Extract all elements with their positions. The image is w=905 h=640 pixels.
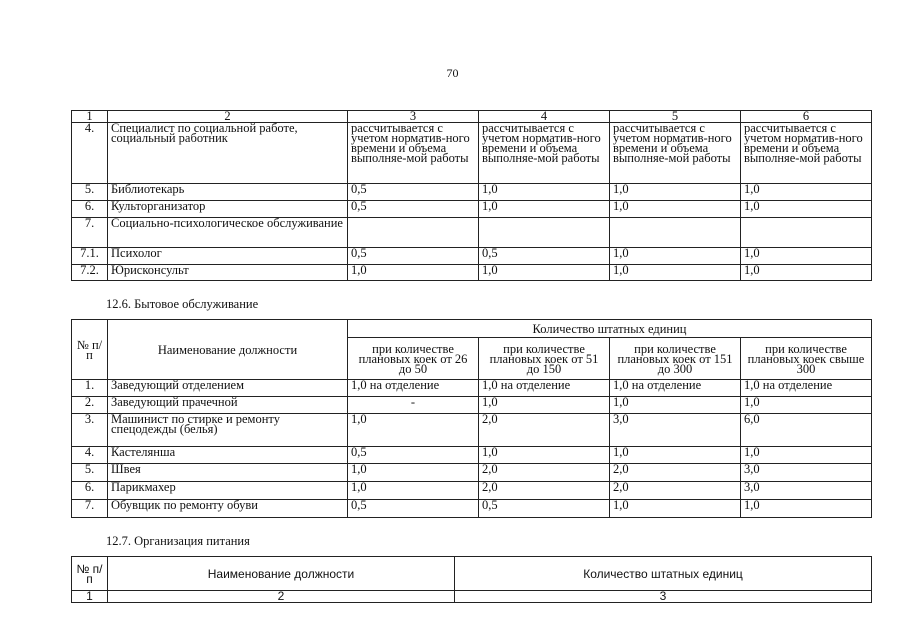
header-cell: 1 [72,111,108,123]
header-cell: 1 [72,591,108,603]
value-cell: рассчитывается с учетом норматив-ного времени и объема выполняе-мой работы [610,123,741,184]
position-name: Библиотекарь [108,184,348,201]
subheader-cell: при количестве плановых коек от 51 до 150 [479,338,610,380]
row-number: 5. [72,464,108,482]
value-cell: 2,0 [479,482,610,500]
value-cell: 0,5 [348,184,479,201]
value-cell [741,218,872,248]
value-cell: 1,0 [741,184,872,201]
table-row [72,184,872,201]
header-cell: 3 [455,591,872,603]
column-header-number: № п/п [72,557,108,591]
value-cell: 1,0 [741,265,872,281]
value-cell: 0,5 [348,447,479,464]
column-number-row [72,591,872,603]
value-cell: 2,0 [479,464,610,482]
position-name: Заведующий прачечной [108,397,348,414]
position-name: Парикмахер [108,482,348,500]
staffing-table-social [71,110,872,281]
value-cell: 1,0 [479,447,610,464]
value-cell: 1,0 [610,500,741,518]
subheader-cell: при количестве плановых коек от 151 до 300 [610,338,741,380]
position-name: Культорганизатор [108,201,348,218]
value-cell: 1,0 [479,397,610,414]
value-cell: 1,0 [348,464,479,482]
subheader-cell: при количестве плановых коек свыше 300 [741,338,872,380]
value-cell: 1,0 на отделение [348,380,479,397]
header-cell: 2 [108,591,455,603]
value-cell: 1,0 [610,397,741,414]
row-number: 1. [72,380,108,397]
header-cell: 4 [479,111,610,123]
header-row [72,557,872,591]
value-cell [610,218,741,248]
value-cell: 2,0 [479,414,610,447]
position-name: Социально-психологическое обслуживание [108,218,348,248]
value-cell: рассчитывается с учетом норматив-ного времени и объема выполняе-мой работы [479,123,610,184]
value-cell [348,218,479,248]
row-number: 7.2. [72,265,108,281]
value-cell: 0,5 [348,201,479,218]
table-row [72,380,872,397]
header-cell: 5 [610,111,741,123]
header-cell: 2 [108,111,348,123]
section-heading-catering: 12.7. Организация питания [106,534,250,548]
value-cell: 1,0 [741,201,872,218]
value-cell: - [348,397,479,414]
header-cell: 3 [348,111,479,123]
table-row [72,500,872,518]
row-number: 7. [72,500,108,518]
value-cell: 1,0 [479,201,610,218]
value-cell: 3,0 [610,414,741,447]
value-cell: 1,0 [610,447,741,464]
row-number: 7. [72,218,108,248]
row-number: 3. [72,414,108,447]
value-cell: 0,5 [348,248,479,265]
table-row [72,218,872,248]
value-cell: 1,0 [741,248,872,265]
value-cell: 2,0 [610,464,741,482]
value-cell: 1,0 на отделение [610,380,741,397]
row-number: 4. [72,447,108,464]
position-name: Швея [108,464,348,482]
column-header-count: Количество штатных единиц [455,557,872,591]
table-row [72,248,872,265]
column-header-name: Наименование должности [108,320,348,380]
value-cell [479,218,610,248]
value-cell: 1,0 [610,265,741,281]
value-cell: 3,0 [741,482,872,500]
table-row [72,447,872,464]
value-cell: 1,0 [741,500,872,518]
row-number: 4. [72,123,108,184]
value-cell: 1,0 на отделение [741,380,872,397]
value-cell: 6,0 [741,414,872,447]
value-cell: 1,0 [348,482,479,500]
position-name: Юрисконсульт [108,265,348,281]
value-cell: 0,5 [479,500,610,518]
table-row [72,265,872,281]
group-header-row [72,320,872,338]
header-cell: 6 [741,111,872,123]
value-cell: 0,5 [348,500,479,518]
column-header-group: Количество штатных единиц [348,320,872,338]
table-row [72,201,872,218]
value-cell: рассчитывается с учетом норматив-ного времени и объема выполняе-мой работы [741,123,872,184]
value-cell: 1,0 [479,184,610,201]
value-cell: 3,0 [741,464,872,482]
value-cell: 1,0 [479,265,610,281]
position-name: Специалист по социальной работе, социальный работник [108,123,348,184]
row-number: 5. [72,184,108,201]
position-name: Заведующий отделением [108,380,348,397]
position-name: Психолог [108,248,348,265]
value-cell: 1,0 [610,184,741,201]
row-number: 7.1. [72,248,108,265]
row-number: 6. [72,482,108,500]
table-row [72,397,872,414]
value-cell: 1,0 [741,447,872,464]
section-heading-household: 12.6. Бытовое обслуживание [106,297,259,311]
value-cell: 1,0 [741,397,872,414]
staffing-table-household [71,319,872,518]
value-cell: 1,0 на отделение [479,380,610,397]
table-row [72,464,872,482]
value-cell: 1,0 [610,248,741,265]
position-name: Машинист по стирке и ремонту спецодежды (белья) [108,414,348,447]
column-number-row [72,111,872,123]
column-header-number: № п/п [72,320,108,380]
row-number: 2. [72,397,108,414]
value-cell: 1,0 [348,414,479,447]
table-row [72,482,872,500]
value-cell: 0,5 [479,248,610,265]
table-row [72,123,872,184]
page-number: 70 [446,66,459,80]
position-name: Обувщик по ремонту обуви [108,500,348,518]
column-header-name: Наименование должности [108,557,455,591]
staffing-table-catering [71,556,872,603]
row-number: 6. [72,201,108,218]
position-name: Кастелянша [108,447,348,464]
value-cell: 1,0 [610,201,741,218]
table-row [72,414,872,447]
value-cell: 2,0 [610,482,741,500]
value-cell: 1,0 [348,265,479,281]
subheader-cell: при количестве плановых коек от 26 до 50 [348,338,479,380]
value-cell: рассчитывается с учетом норматив-ного времени и объема выполняе-мой работы [348,123,479,184]
